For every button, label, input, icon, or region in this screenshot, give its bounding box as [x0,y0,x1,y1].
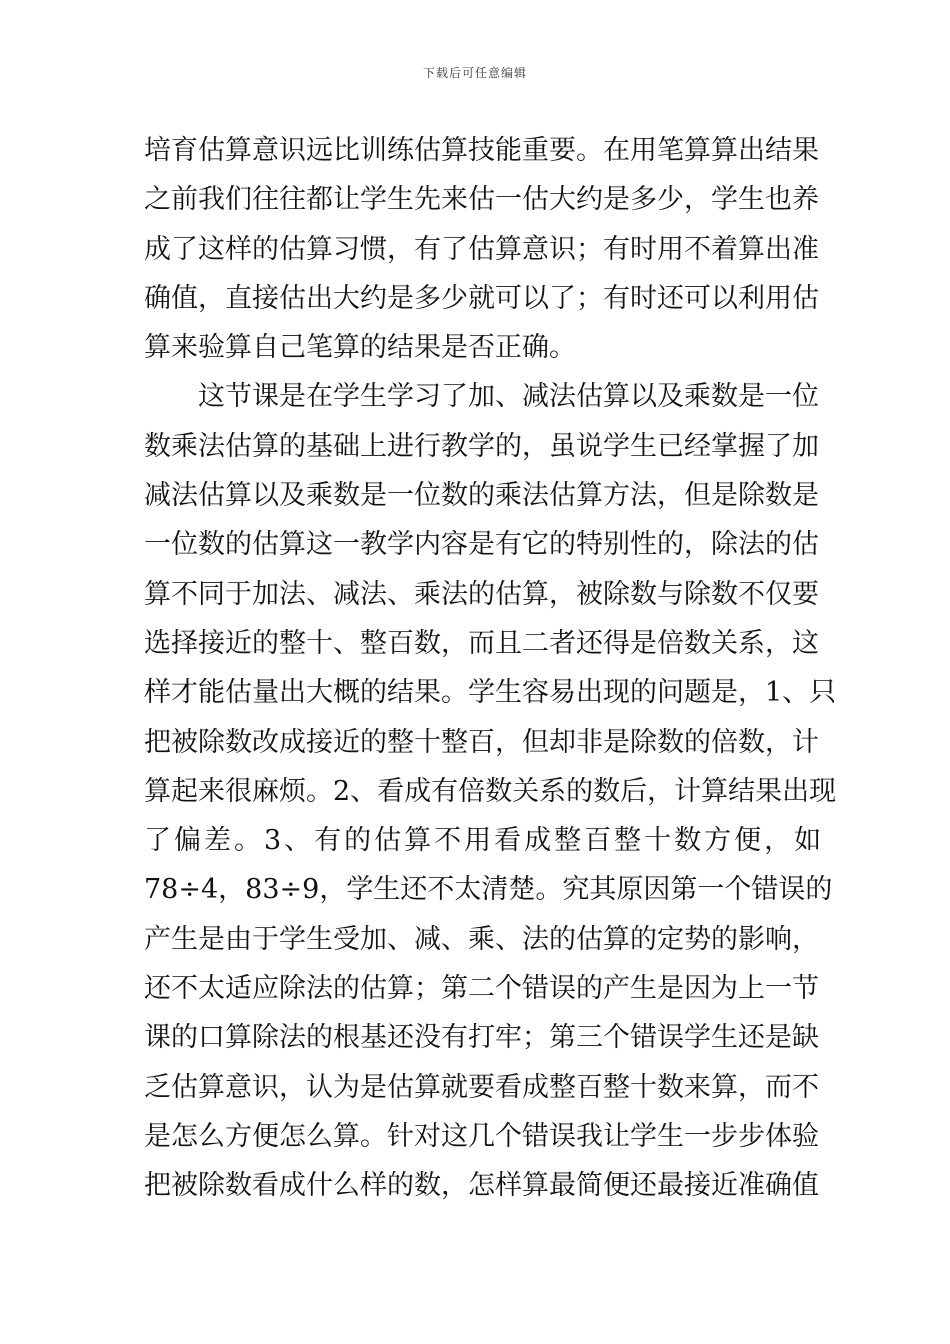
text-line: 产生是由于学生受加、减、乘、法的估算的定势的影响， [144,923,819,955]
text-line: 选择接近的整十、整百数，而且二者还得是倍数关系，这 [144,627,819,659]
text-line: 成了这样的估算习惯，有了估算意识；有时用不着算出准 [144,233,819,265]
text-line: 把被除数看成什么样的数，怎样算最简便还最接近准确值 [144,1170,819,1202]
text-line: 这节课是在学生学习了加、减法估算以及乘数是一位 [198,381,819,413]
document-body [144,126,837,1211]
text-line: 课的口算除法的根基还没有打牢；第三个错误学生还是缺 [144,1022,819,1054]
text-line: 之前我们往往都让学生先来估一估大约是多少，学生也养 [144,184,819,216]
paragraph-1 [144,126,819,372]
text-line: 乏估算意识，认为是估算就要看成整百整十数来算，而不 [144,1071,819,1103]
text-line: 了偏差。3、有的估算不用看成整百整十数方便，如 [144,825,825,857]
text-line: 培育估算意识远比训练估算技能重要。在用笔算算出结果 [144,135,819,166]
text-line: 数乘法估算的基础上进行教学的，虽说学生已经掌握了加 [144,430,819,462]
text-line: 78÷4，83÷9，学生还不太清楚。究其原因第一个错误的 [144,874,833,906]
page-header: 下载后可任意编辑 [422,66,527,80]
paragraph-2 [144,372,837,1210]
text-line: 算来验算自己笔算的结果是否正确。 [144,332,576,364]
text-line: 算不同于加法、减法、乘法的估算，被除数与除数不仅要 [144,578,819,610]
text-line: 样才能估量出大概的结果。学生容易出现的问题是，1、只 [144,677,837,709]
text-line: 算起来很麻烦。2、看成有倍数关系的数后，计算结果出现 [144,775,837,807]
text-line: 把被除数改成接近的整十整百，但却非是除数的倍数，计 [144,726,819,758]
text-line: 确值，直接估出大约是多少就可以了；有时还可以利用估 [144,282,819,314]
text-line: 减法估算以及乘数是一位数的乘法估算方法，但是除数是 [144,480,819,512]
text-line: 一位数的估算这一教学内容是有它的特别性的，除法的估 [144,529,819,561]
text-line: 是怎么方便怎么算。针对这几个错误我让学生一步步体验 [144,1120,819,1152]
text-line: 还不太适应除法的估算；第二个错误的产生是因为上一节 [144,973,819,1005]
